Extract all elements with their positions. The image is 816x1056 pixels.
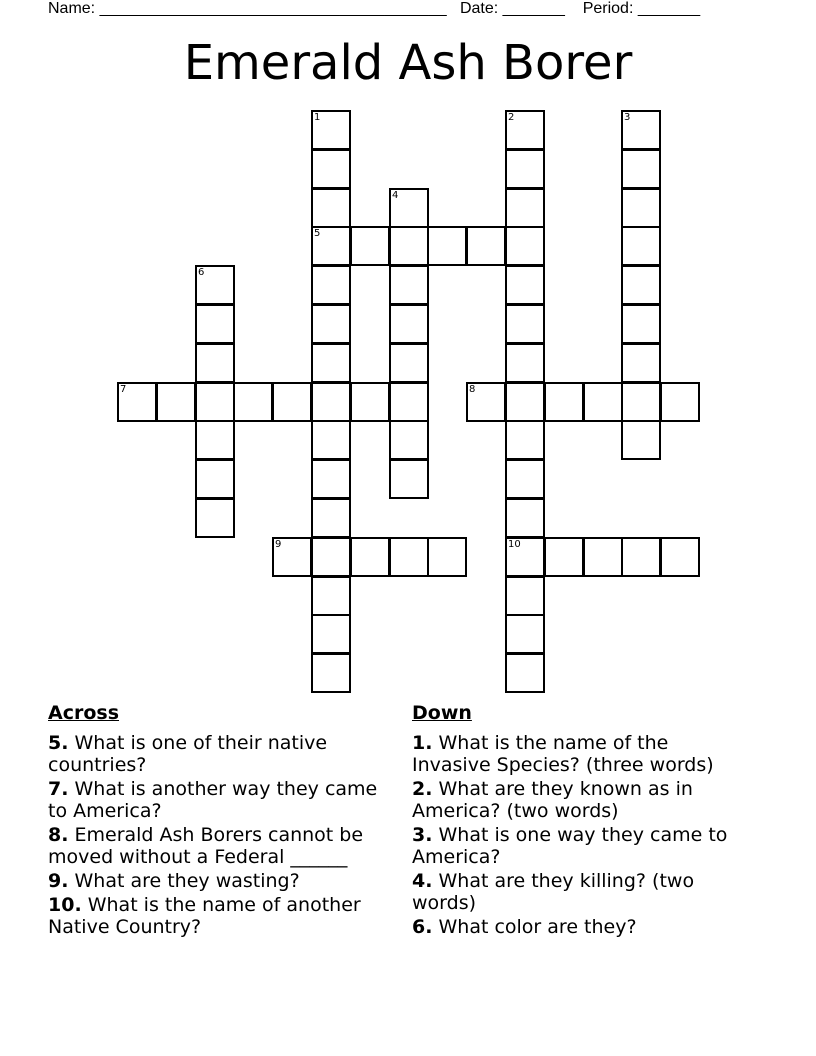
cell-number: 8 (469, 384, 476, 395)
grid-cell[interactable] (466, 382, 506, 422)
clue-number: 6. (412, 916, 433, 938)
grid-cell[interactable] (311, 226, 351, 266)
cell-number: 6 (198, 267, 205, 278)
grid-cell[interactable] (389, 343, 429, 383)
grid-cell[interactable] (195, 265, 235, 305)
student-info-line: Name: _______________________________________ Date: _______ Period: _______ (48, 0, 701, 17)
clue-number: 8. (48, 824, 69, 846)
clue-text: What are they known as in America? (two words) (412, 778, 693, 822)
grid-cell[interactable] (621, 110, 661, 150)
grid-cell[interactable] (195, 420, 235, 460)
grid-cell[interactable] (621, 304, 661, 344)
clue-text: What are they killing? (two words) (412, 870, 695, 914)
grid-cell[interactable] (505, 304, 545, 344)
grid-cell[interactable] (311, 149, 351, 189)
grid-cell[interactable] (311, 188, 351, 228)
grid-cell[interactable] (233, 382, 273, 422)
grid-cell[interactable] (621, 265, 661, 305)
clue-down-6 (412, 916, 742, 938)
grid-cell[interactable] (505, 420, 545, 460)
clue-number: 2. (412, 778, 433, 800)
grid-cell[interactable] (621, 420, 661, 460)
clue-down-1 (412, 732, 742, 776)
grid-cell[interactable] (195, 343, 235, 383)
clue-number: 10. (48, 894, 82, 916)
grid-cell[interactable] (544, 537, 584, 577)
clue-down-4 (412, 870, 742, 914)
grid-cell[interactable] (350, 382, 390, 422)
grid-cell[interactable] (583, 537, 623, 577)
cell-number: 7 (120, 384, 127, 395)
grid-cell[interactable] (505, 343, 545, 383)
grid-cell[interactable] (311, 110, 351, 150)
grid-cell[interactable] (311, 537, 351, 577)
grid-cell[interactable] (505, 498, 545, 538)
grid-cell[interactable] (311, 614, 351, 654)
grid-cell[interactable] (389, 188, 429, 228)
down-clues (412, 700, 742, 940)
grid-cell[interactable] (311, 420, 351, 460)
grid-cell[interactable] (311, 459, 351, 499)
clue-across-9 (48, 870, 393, 892)
clue-across-7 (48, 778, 393, 822)
grid-cell[interactable] (505, 188, 545, 228)
grid-cell[interactable] (311, 304, 351, 344)
grid-cell[interactable] (389, 304, 429, 344)
cell-number: 2 (508, 112, 515, 123)
grid-cell[interactable] (505, 653, 545, 693)
grid-cell[interactable] (621, 343, 661, 383)
grid-cell[interactable] (350, 537, 390, 577)
grid-cell[interactable] (311, 382, 351, 422)
grid-cell[interactable] (621, 382, 661, 422)
cell-number: 1 (314, 112, 321, 123)
page-title: Emerald Ash Borer (183, 35, 633, 91)
clue-text: What is the name of the Invasive Species? (three words) (412, 732, 714, 776)
grid-cell[interactable] (505, 149, 545, 189)
clue-across-10 (48, 894, 393, 938)
clue-down-2 (412, 778, 742, 822)
grid-cell[interactable] (621, 149, 661, 189)
grid-cell[interactable] (311, 265, 351, 305)
grid-cell[interactable] (350, 226, 390, 266)
clue-number: 1. (412, 732, 433, 754)
grid-cell[interactable] (544, 382, 584, 422)
grid-cell[interactable] (505, 110, 545, 150)
cell-number: 10 (508, 539, 521, 550)
clue-text: What are they wasting? (74, 870, 300, 892)
grid-cell[interactable] (389, 537, 429, 577)
grid-cell[interactable] (311, 576, 351, 616)
clue-text: What color are they? (438, 916, 637, 938)
clue-number: 4. (412, 870, 433, 892)
grid-cell[interactable] (505, 537, 545, 577)
clue-across-5 (48, 732, 393, 776)
clue-number: 9. (48, 870, 69, 892)
grid-cell[interactable] (427, 537, 467, 577)
grid-cell[interactable] (389, 382, 429, 422)
across-clues (48, 700, 393, 940)
grid-cell[interactable] (621, 537, 661, 577)
grid-cell[interactable] (505, 382, 545, 422)
grid-cell[interactable] (195, 304, 235, 344)
grid-cell[interactable] (389, 265, 429, 305)
clue-text: Emerald Ash Borers cannot be moved without a Federal ______ (48, 824, 364, 868)
grid-cell[interactable] (505, 614, 545, 654)
grid-cell[interactable] (311, 343, 351, 383)
clue-number: 5. (48, 732, 69, 754)
grid-cell[interactable] (311, 498, 351, 538)
grid-cell[interactable] (195, 459, 235, 499)
clue-number: 3. (412, 824, 433, 846)
grid-cell[interactable] (427, 226, 467, 266)
grid-cell[interactable] (389, 459, 429, 499)
grid-cell[interactable] (389, 420, 429, 460)
grid-cell[interactable] (272, 537, 312, 577)
clue-number: 7. (48, 778, 69, 800)
grid-cell[interactable] (660, 382, 700, 422)
across-heading: Across (48, 702, 120, 724)
grid-cell[interactable] (505, 226, 545, 266)
grid-cell[interactable] (466, 226, 506, 266)
clue-text: What is one way they came to America? (412, 824, 728, 868)
grid-cell[interactable] (583, 382, 623, 422)
grid-cell[interactable] (156, 382, 196, 422)
down-heading: Down (412, 702, 472, 724)
grid-cell[interactable] (389, 226, 429, 266)
cell-number: 9 (275, 539, 282, 550)
clue-across-8 (48, 824, 393, 868)
clue-text: What is another way they came to America? (48, 778, 378, 822)
clue-text: What is the name of another Native Country? (48, 894, 361, 938)
clue-text: What is one of their native countries? (48, 732, 328, 776)
cell-number: 5 (314, 228, 321, 239)
grid-cell[interactable] (195, 498, 235, 538)
grid-cell[interactable] (505, 459, 545, 499)
grid-cell[interactable] (311, 653, 351, 693)
grid-cell[interactable] (621, 226, 661, 266)
grid-cell[interactable] (621, 188, 661, 228)
clue-down-3 (412, 824, 742, 868)
grid-cell[interactable] (505, 265, 545, 305)
grid-cell[interactable] (505, 576, 545, 616)
grid-cell[interactable] (117, 382, 157, 422)
cell-number: 3 (624, 112, 631, 123)
grid-cell[interactable] (660, 537, 700, 577)
grid-cell[interactable] (195, 382, 235, 422)
grid-cell[interactable] (272, 382, 312, 422)
cell-number: 4 (392, 190, 399, 201)
